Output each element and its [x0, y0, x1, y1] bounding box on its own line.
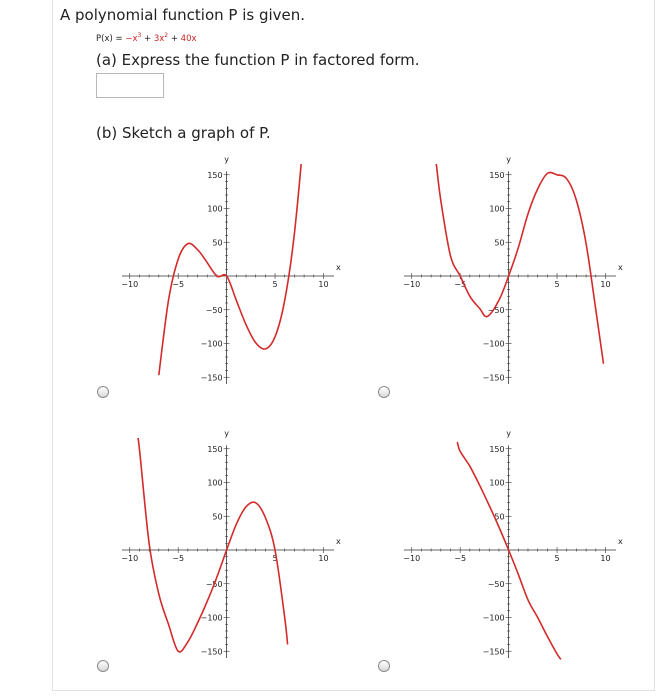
y-axis-label: y [506, 429, 511, 438]
x-axis-label: x [618, 537, 623, 546]
x-tick-label: −10 [121, 280, 139, 289]
eq-op2: + [168, 33, 181, 44]
y-tick-label: 150 [489, 444, 505, 454]
y-tick-label: 150 [489, 170, 505, 180]
y-tick-label: −50 [205, 305, 223, 315]
x-tick-label: 5 [272, 280, 278, 289]
x-tick-label: −10 [403, 280, 421, 289]
y-tick-label: −100 [200, 339, 223, 349]
y-tick-label: −100 [482, 339, 505, 349]
question-intro: A polynomial function P is given. [60, 6, 306, 24]
y-axis-label: y [224, 155, 229, 164]
factored-form-answer-input[interactable] [96, 73, 164, 98]
y-tick-label: 150 [207, 170, 223, 180]
x-tick-label: −10 [121, 554, 139, 563]
graph-option-1-radio[interactable] [97, 386, 109, 398]
x-tick-label: −10 [403, 554, 421, 563]
part-b-prompt: (b) Sketch a graph of P. [96, 124, 271, 142]
x-tick-label: 10 [600, 554, 611, 563]
graph-option-4-radio[interactable] [378, 660, 390, 672]
y-tick-label: −150 [200, 647, 223, 657]
graph-option-2[interactable] [392, 152, 632, 392]
y-tick-label: −150 [482, 373, 505, 383]
y-tick-label: 100 [207, 204, 223, 214]
y-tick-label: 100 [489, 478, 505, 488]
y-tick-label: 50 [494, 238, 505, 248]
x-tick-label: 5 [554, 554, 560, 563]
y-tick-label: −100 [482, 613, 505, 623]
y-axis-label: y [506, 155, 511, 164]
y-tick-label: 100 [207, 478, 223, 488]
graph-option-4[interactable] [392, 426, 632, 666]
graph-option-3-radio[interactable] [97, 660, 109, 672]
x-tick-label: −5 [172, 554, 185, 563]
polynomial-equation [96, 32, 197, 44]
y-tick-label: 150 [207, 444, 223, 454]
x-tick-label: 10 [318, 554, 329, 563]
x-tick-label: 10 [600, 280, 611, 289]
x-tick-label: 5 [554, 280, 560, 289]
eq-exp2: 2 [164, 32, 169, 39]
x-tick-label: 10 [318, 280, 329, 289]
x-tick-label: −5 [454, 554, 467, 563]
y-tick-label: −50 [487, 579, 505, 589]
y-tick-label: 100 [489, 204, 505, 214]
eq-lhs: P(x) = [96, 33, 126, 44]
eq-term2: 3x [153, 33, 165, 44]
eq-exp1: 3 [137, 32, 142, 39]
y-tick-label: −150 [482, 647, 505, 657]
part-a-prompt: (a) Express the function P in factored form. [96, 51, 420, 69]
curve-series [457, 442, 561, 659]
graph-option-2-radio[interactable] [378, 386, 390, 398]
curve-series [436, 161, 604, 363]
x-tick-label: −5 [454, 280, 467, 289]
y-tick-label: −150 [200, 373, 223, 383]
graph-option-1[interactable] [110, 152, 350, 392]
eq-op1: + [141, 33, 154, 44]
graph-option-3[interactable] [110, 426, 350, 666]
eq-term1: −x [125, 33, 138, 44]
y-tick-label: 50 [212, 238, 223, 248]
x-tick-label: −5 [172, 280, 185, 289]
x-axis-label: x [336, 263, 341, 272]
y-tick-label: 50 [212, 512, 223, 522]
x-axis-label: x [336, 537, 341, 546]
y-axis-label: y [224, 429, 229, 438]
y-tick-label: 50 [494, 512, 505, 522]
x-axis-label: x [618, 263, 623, 272]
x-tick-label: 5 [272, 554, 278, 563]
y-tick-label: −100 [200, 613, 223, 623]
eq-term3: 40x [180, 33, 197, 44]
y-tick-label: −50 [205, 579, 223, 589]
y-tick-label: −50 [487, 305, 505, 315]
